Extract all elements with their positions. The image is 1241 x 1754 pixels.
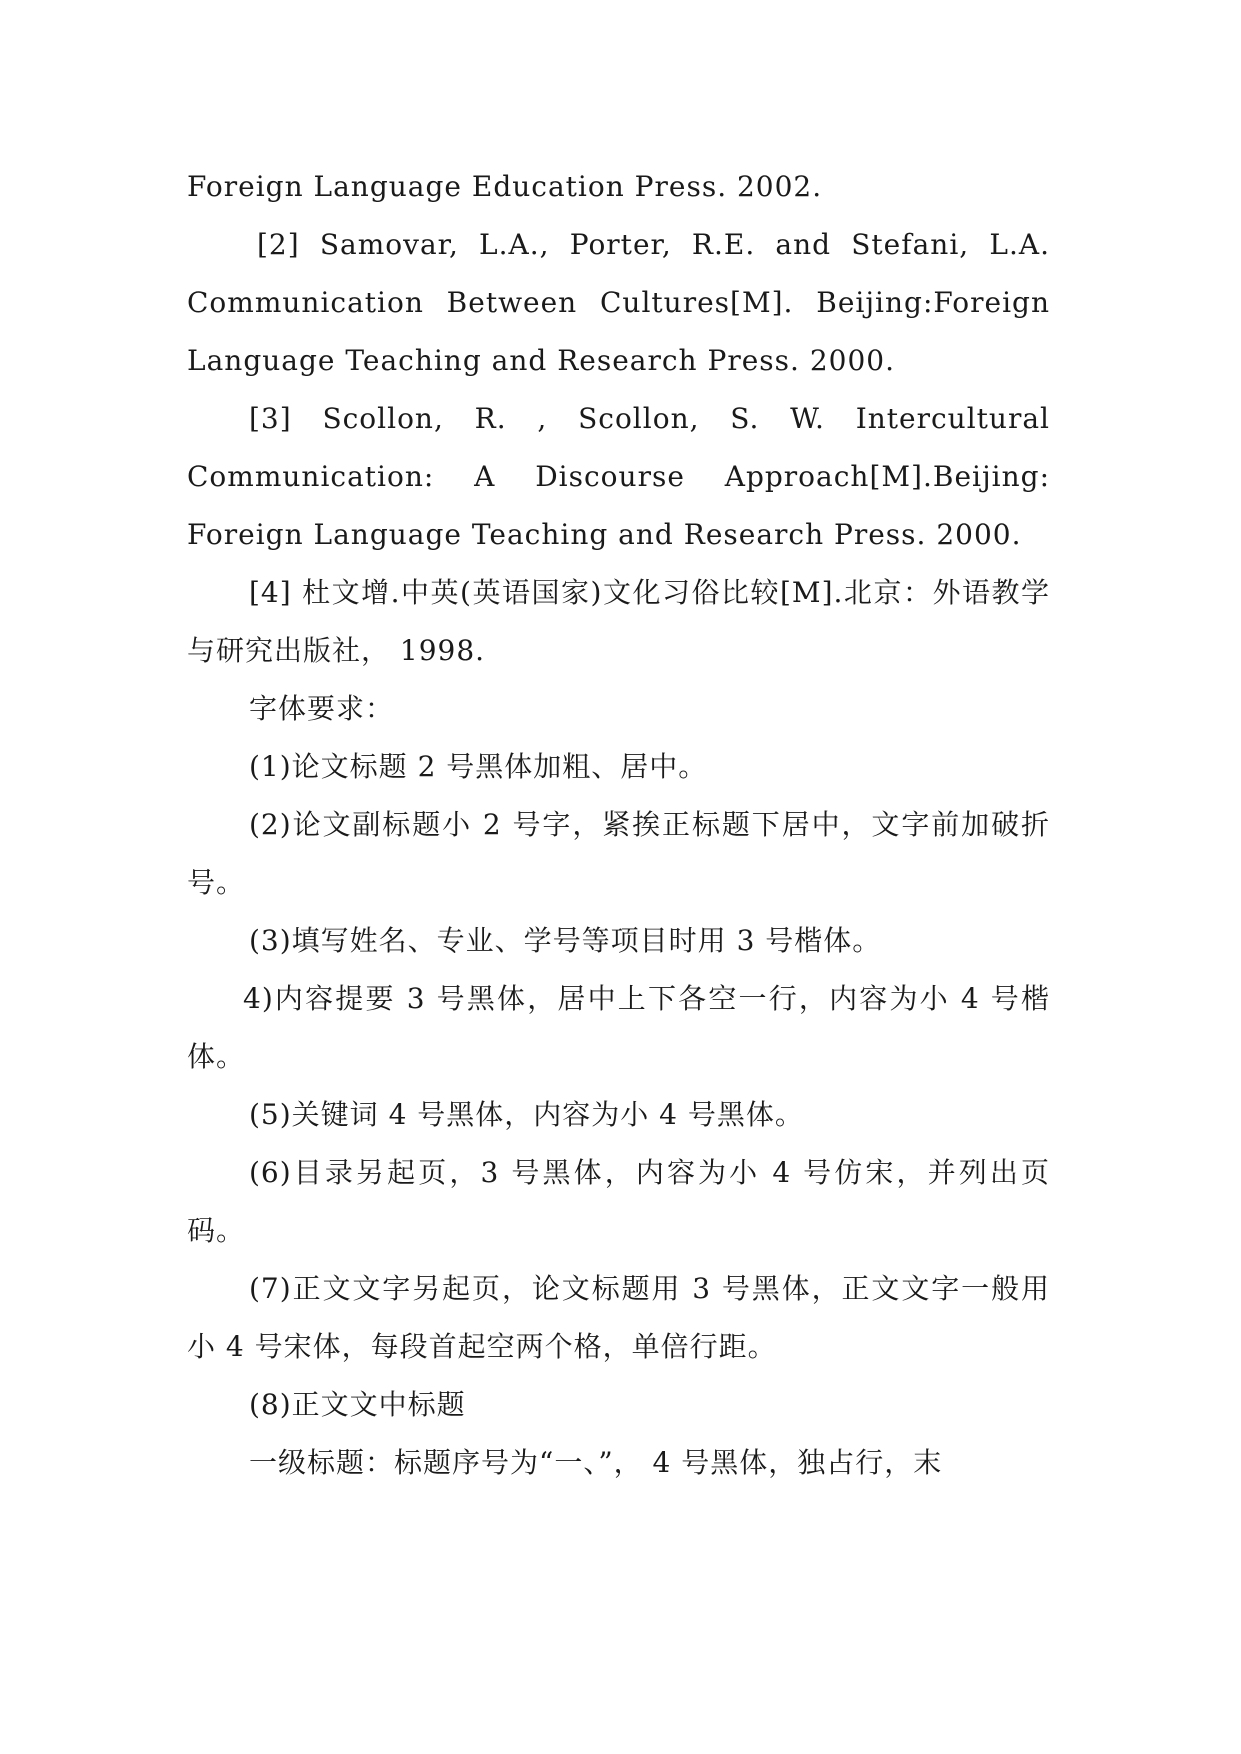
requirement-8-level-1-heading: 一级标题：标题序号为“一、”， 4 号黑体，独占行，末 xyxy=(249,1446,943,1479)
document-body xyxy=(187,158,1050,1492)
reference-4: [4] 杜文增.中英(英语国家)文化习俗比较[M].北京：外语教学与研究出版社， 1998. xyxy=(187,576,1050,667)
requirement-2: (2)论文副标题小 2 号字，紧挨正标题下居中，文字前加破折号。 xyxy=(187,808,1050,899)
requirement-4: 4)内容提要 3 号黑体，居中上下各空一行，内容为小 4 号楷体。 xyxy=(187,982,1050,1073)
requirement-8: (8)正文文中标题 xyxy=(249,1388,466,1421)
requirement-3: (3)填写姓名、专业、学号等项目时用 3 号楷体。 xyxy=(249,924,882,957)
reference-3: [3] Scollon, R. , Scollon, S. W. Intercultural Communication: A Discourse Approach[M].Beijing: Foreign Language Teaching and Research Press. 2000. xyxy=(187,402,1050,551)
font-requirements-heading: 字体要求： xyxy=(249,692,395,725)
reference-2: [2] Samovar, L.A., Porter, R.E. and Stefani, L.A. Communication Between Cultures[M]. Beijing:Foreign Language Teaching and Research Press. 2000. xyxy=(187,228,1050,377)
requirement-1: (1)论文标题 2 号黑体加粗、居中。 xyxy=(249,750,708,783)
reference-1-continuation: Foreign Language Education Press. 2002. xyxy=(187,170,823,203)
requirement-7: (7)正文文字另起页，论文标题用 3 号黑体，正文文字一般用小 4 号宋体，每段首起空两个格，单倍行距。 xyxy=(187,1272,1050,1363)
requirement-6: (6)目录另起页，3 号黑体，内容为小 4 号仿宋，并列出页码。 xyxy=(187,1156,1050,1247)
requirement-5: (5)关键词 4 号黑体，内容为小 4 号黑体。 xyxy=(249,1098,804,1131)
